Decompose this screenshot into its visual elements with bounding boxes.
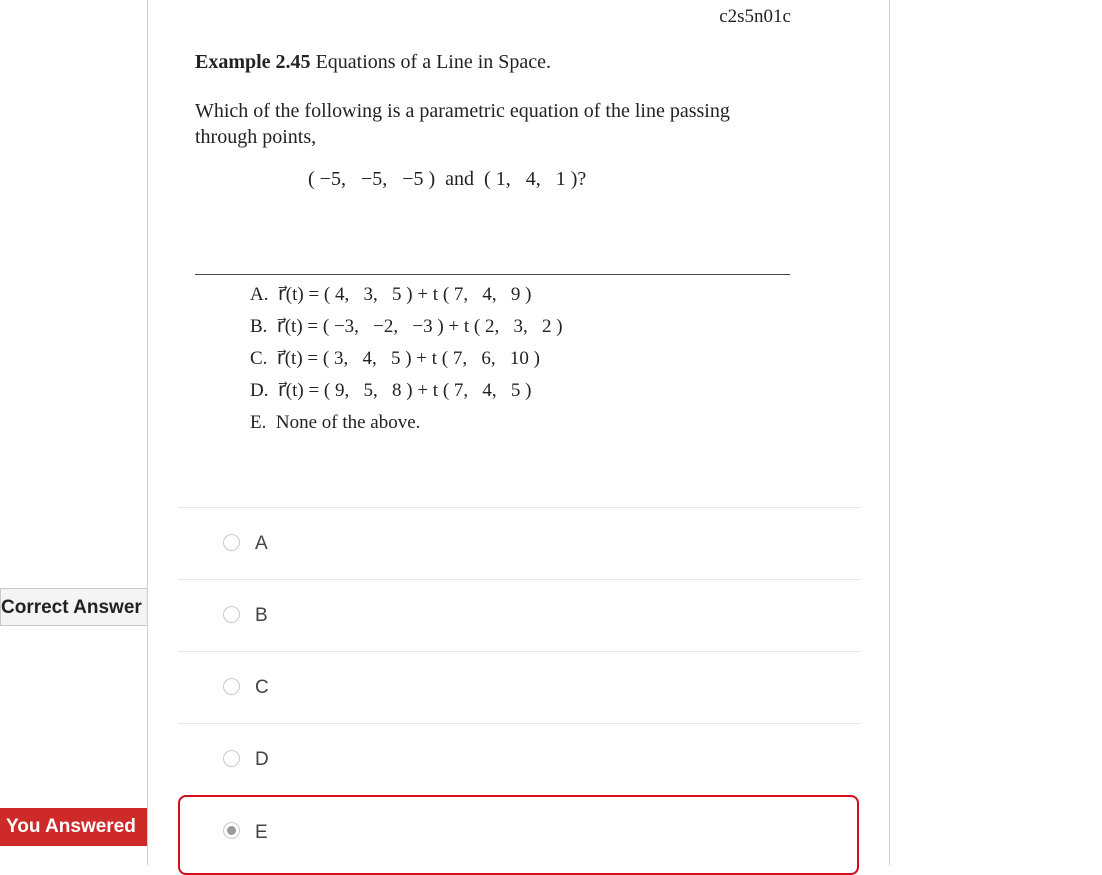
- answer-options: [178, 507, 859, 875]
- radio-button[interactable]: [223, 606, 240, 623]
- question-panel: [147, 0, 890, 865]
- answer-option-a[interactable]: [178, 507, 859, 579]
- choice-e: E. None of the above.: [250, 412, 421, 433]
- choice-b: B. r⃗(t) = ( −3, −2, −3 ) + t ( 2, 3, 2 ): [250, 316, 563, 337]
- answer-option-b[interactable]: [178, 579, 859, 651]
- choice-list: [250, 281, 563, 441]
- question-title: [195, 51, 551, 74]
- question-text: Which of the following is a parametric equation of the line passing through points,: [195, 100, 730, 148]
- question-divider: [195, 274, 790, 275]
- answer-label: A: [255, 533, 268, 554]
- answer-label: B: [255, 605, 268, 626]
- radio-button[interactable]: [223, 750, 240, 767]
- choice-d: D. r⃗(t) = ( 9, 5, 8 ) + t ( 7, 4, 5 ): [250, 380, 532, 401]
- answer-option-e[interactable]: [178, 795, 859, 875]
- answer-option-d[interactable]: [178, 723, 859, 795]
- choice-c: C. r⃗(t) = ( 3, 4, 5 ) + t ( 7, 6, 10 ): [250, 348, 540, 369]
- question-id: c2s5n01c: [719, 6, 791, 27]
- choice-a: A. r⃗(t) = ( 4, 3, 5 ) + t ( 7, 4, 9 ): [250, 284, 532, 305]
- you-answered-flag: [0, 808, 158, 846]
- answer-label: C: [255, 677, 269, 698]
- question-points: ( −5, −5, −5 ) and ( 1, 4, 1 )?: [308, 168, 587, 190]
- radio-button-selected[interactable]: [223, 822, 240, 839]
- question-title-number: Example 2.45: [195, 51, 311, 73]
- question-title-text: Equations of a Line in Space.: [310, 51, 552, 73]
- answer-label: E: [255, 822, 268, 843]
- radio-button[interactable]: [223, 534, 240, 551]
- radio-button[interactable]: [223, 678, 240, 695]
- answer-label: D: [255, 749, 269, 770]
- correct-answer-label: Correct Answer: [1, 597, 142, 618]
- answer-option-c[interactable]: [178, 651, 859, 723]
- you-answered-label: You Answered: [6, 816, 136, 837]
